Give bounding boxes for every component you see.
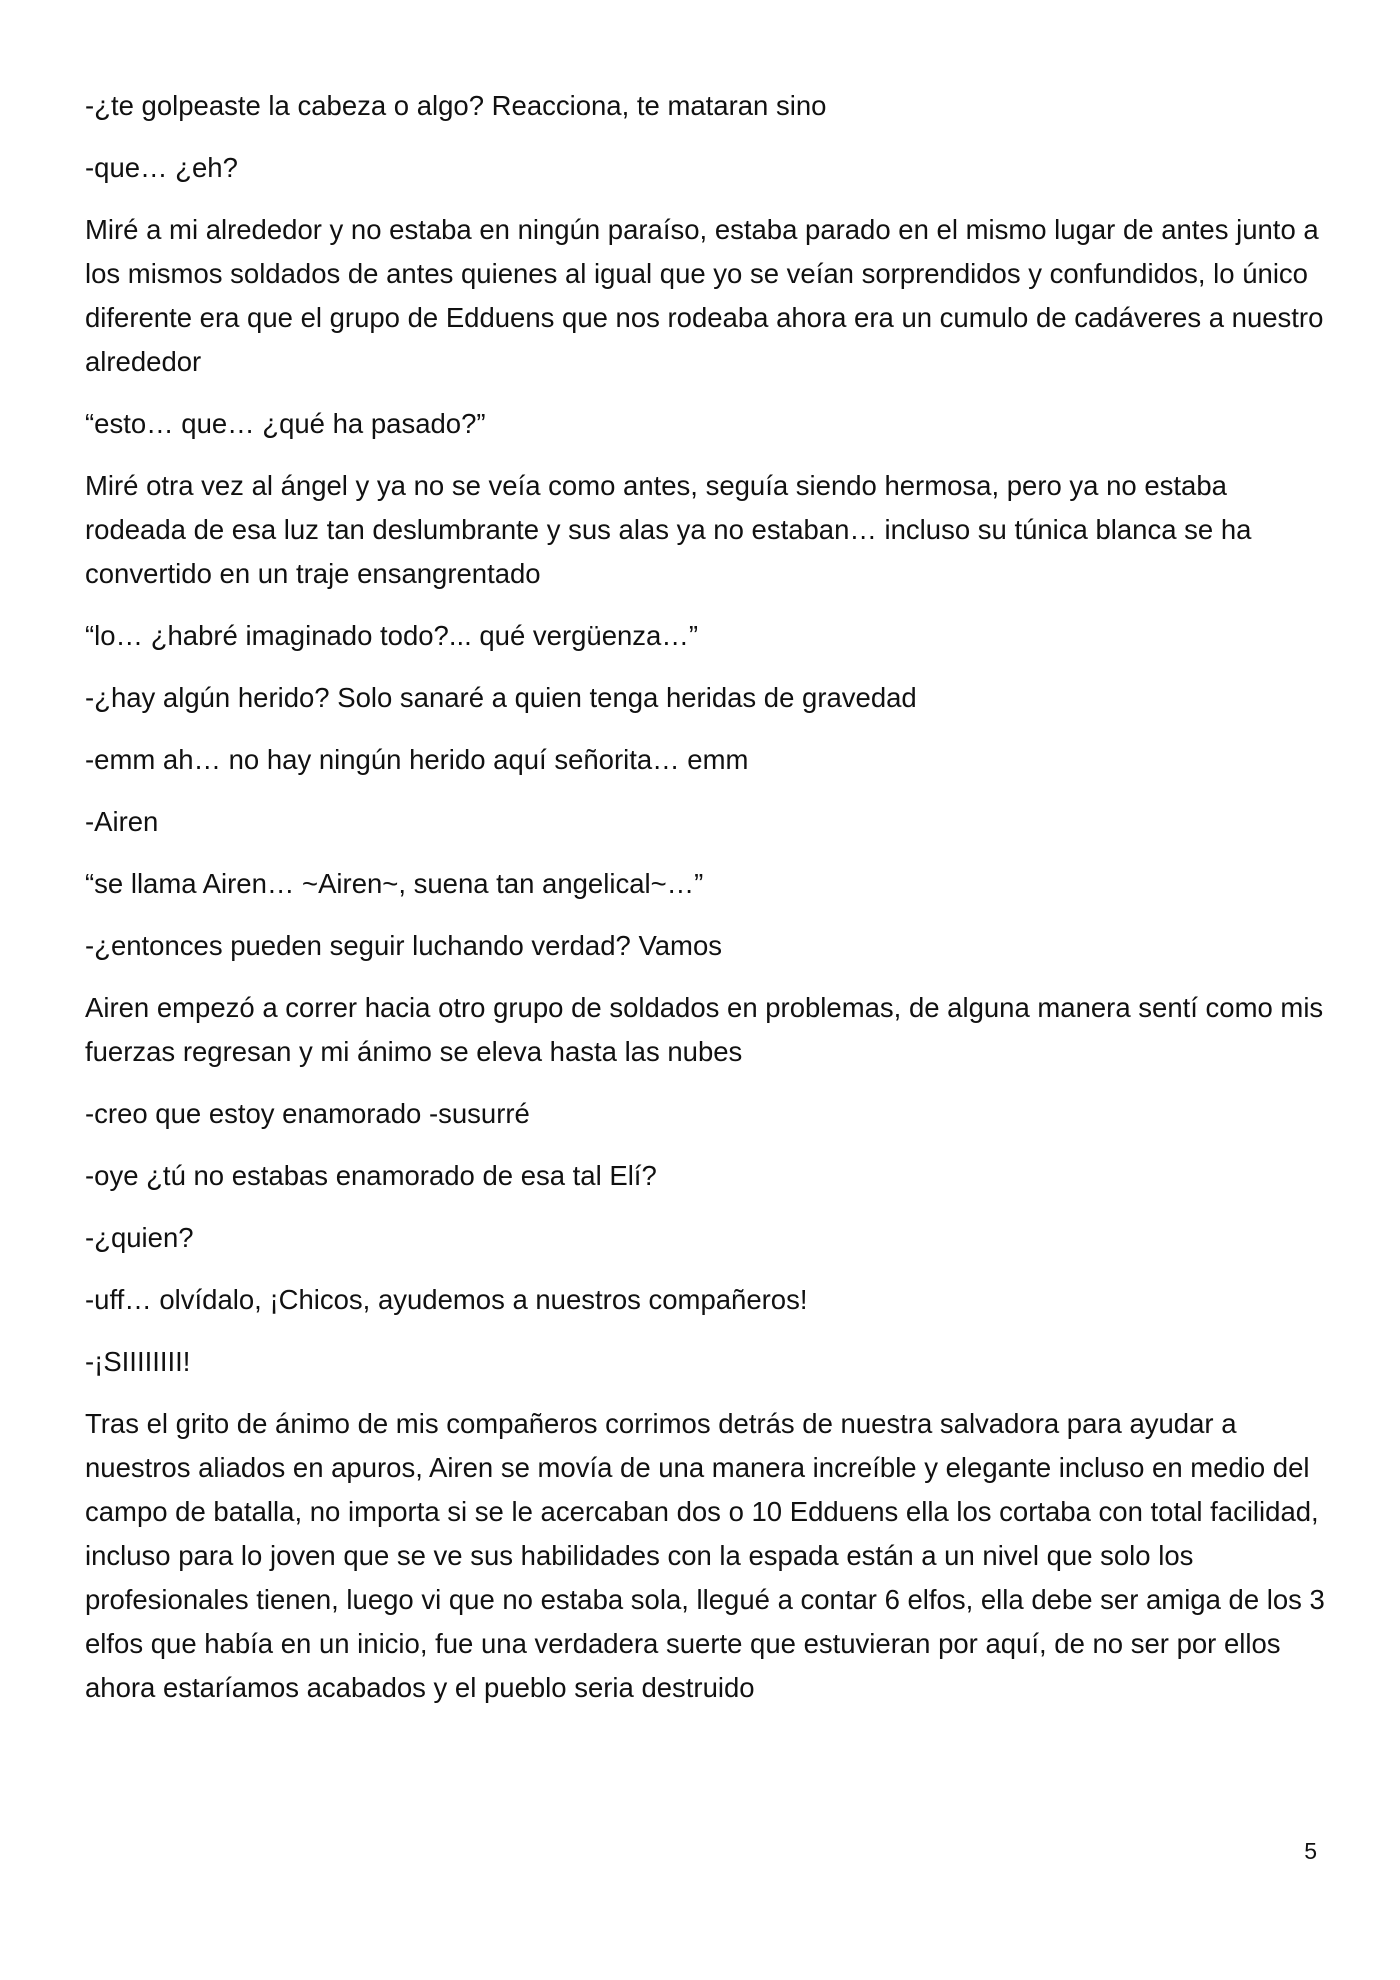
paragraph-5: Miré otra vez al ángel y ya no se veía como antes, seguía siendo hermosa, pero ya no estaba rodeada de esa luz tan deslumbrante y sus alas ya no estaban… incluso su túnica blanca se ha convertido en un traje ensangrentado <box>85 470 1252 589</box>
page-number: 5 <box>1304 1838 1317 1864</box>
paragraph-9: -Airen <box>85 806 159 837</box>
paragraph-3: Miré a mi alrededor y no estaba en ningún paraíso, estaba parado en el mismo lugar de antes junto a los mismos soldados de antes quienes al igual que yo se veían sorprendidos y confundidos, lo único diferente era que el grupo de Edduens que nos rodeaba ahora era un cumulo de cadáveres a nuestro alrededor <box>85 214 1324 377</box>
paragraph-14: -oye ¿tú no estabas enamorado de esa tal Elí? <box>85 1160 657 1191</box>
paragraph-15: -¿quien? <box>85 1222 194 1253</box>
paragraph-17: -¡SIIIIIIII! <box>85 1346 191 1377</box>
paragraph-7: -¿hay algún herido? Solo sanaré a quien tenga heridas de gravedad <box>85 682 917 713</box>
paragraph-16: -uff… olvídalo, ¡Chicos, ayudemos a nuestros compañeros! <box>85 1284 808 1315</box>
paragraph-6: “lo… ¿habré imaginado todo?... qué vergüenza…” <box>85 620 698 651</box>
paragraph-11: -¿entonces pueden seguir luchando verdad? Vamos <box>85 930 722 961</box>
paragraph-12: Airen empezó a correr hacia otro grupo de soldados en problemas, de alguna manera sentí como mis fuerzas regresan y mi ánimo se eleva hasta las nubes <box>85 992 1324 1067</box>
paragraph-1: -¿te golpeaste la cabeza o algo? Reacciona, te mataran sino <box>85 90 827 121</box>
paragraph-2: -que… ¿eh? <box>85 152 238 183</box>
paragraph-8: -emm ah… no hay ningún herido aquí señorita… emm <box>85 744 749 775</box>
paragraph-4: “esto… que… ¿qué ha pasado?” <box>85 408 486 439</box>
body-text <box>85 84 1330 1728</box>
paragraph-18: Tras el grito de ánimo de mis compañeros corrimos detrás de nuestra salvadora para ayudar a nuestros aliados en apuros, Airen se movía de una manera increíble y elegante incluso en medio del campo de batalla, no importa si se le acercaban dos o 10 Edduens ella los cortaba con total facilidad, incluso para lo joven que se ve sus habilidades con la espada están a un nivel que solo los profesionales tienen, luego vi que no estaba sola, llegué a contar 6 elfos, ella debe ser amiga de los 3 elfos que había en un inicio, fue una verdadera suerte que estuvieran por aquí, de no ser por ellos ahora estaríamos acabados y el pueblo seria destruido <box>85 1408 1325 1703</box>
paragraph-10: “se llama Airen… ~Airen~, suena tan angelical~…” <box>85 868 704 899</box>
paragraph-13: -creo que estoy enamorado -susurré <box>85 1098 530 1129</box>
